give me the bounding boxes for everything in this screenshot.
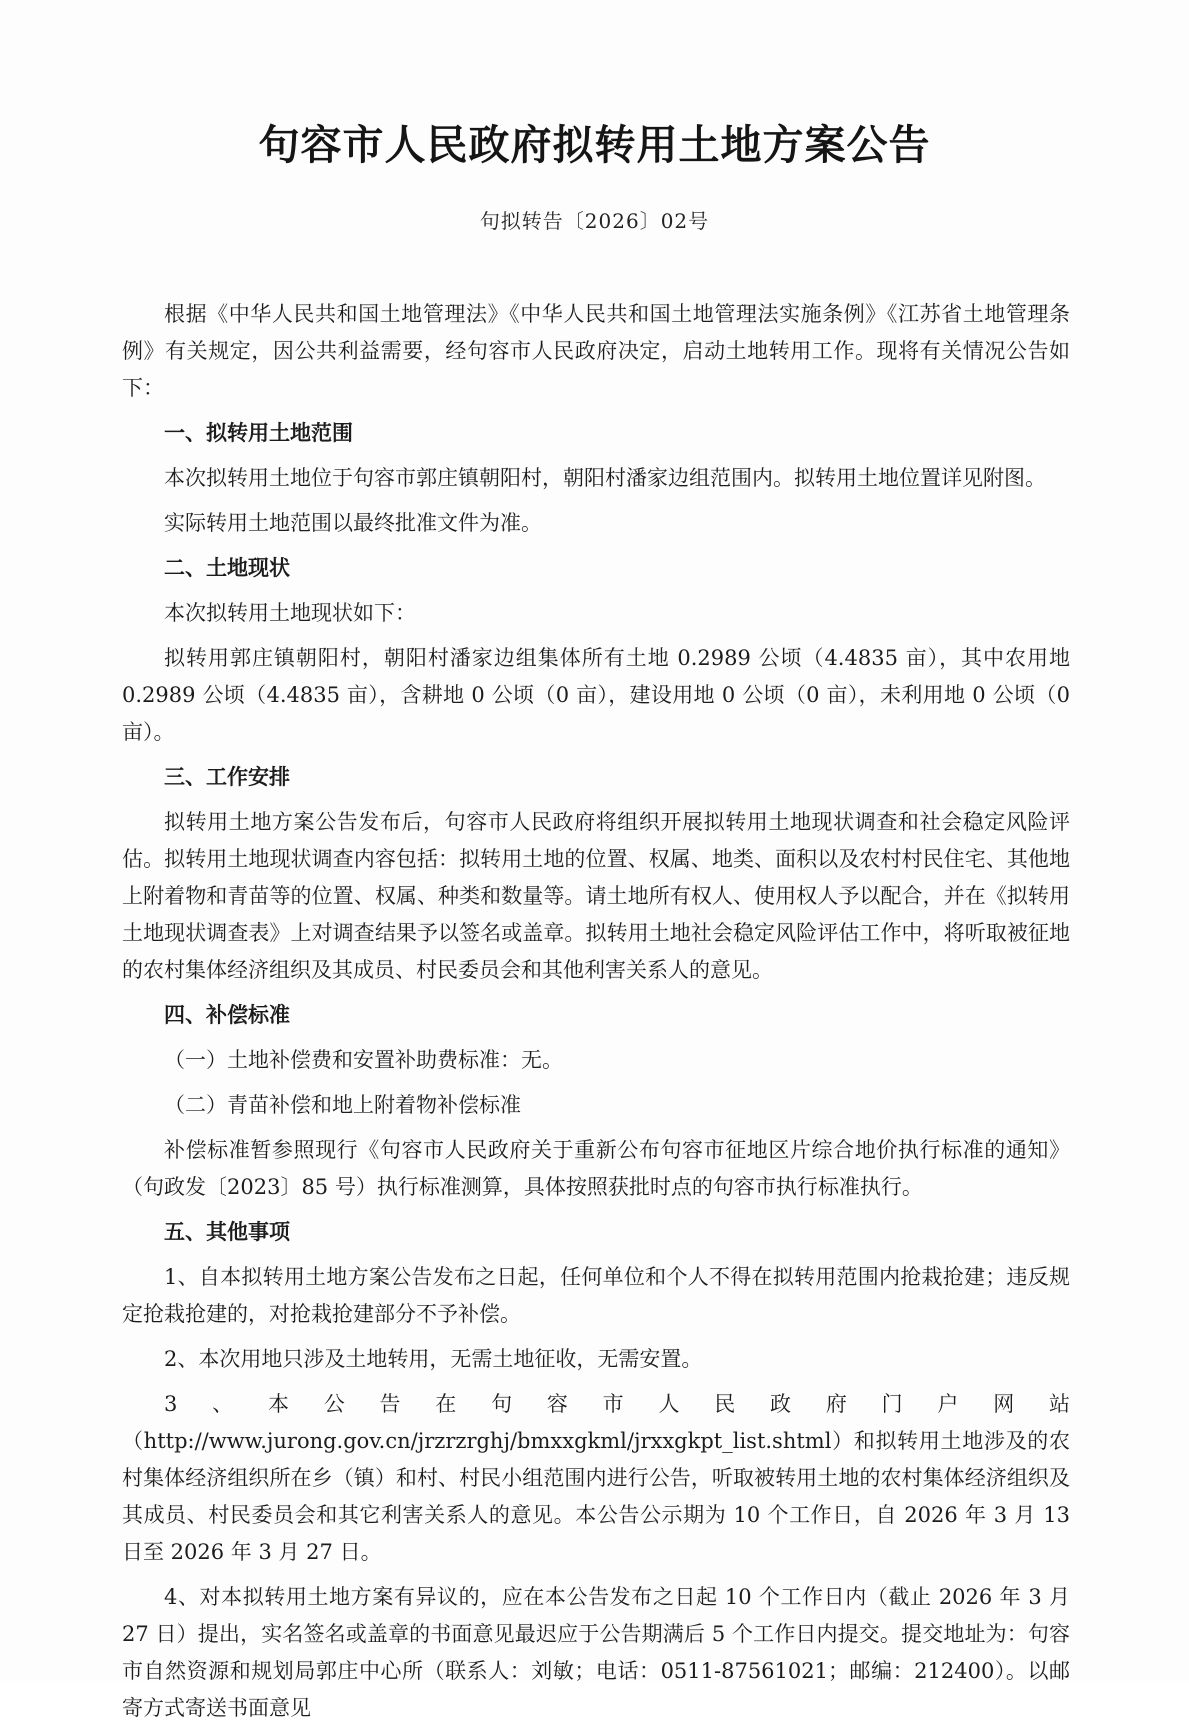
section-5-paragraph-1: 1、自本拟转用土地方案公告发布之日起，任何单位和个人不得在拟转用范围内抢栽抢建；违反规定抢栽抢建的，对抢栽抢建部分不予补偿。 (122, 1265, 1070, 1326)
document-number: 句拟转告〔2026〕02号 (479, 209, 710, 233)
section-heading-1: 一、拟转用土地范围 (164, 421, 353, 445)
section-4-paragraph-2: （二）青苗补偿和地上附着物补偿标准 (164, 1093, 521, 1117)
section-2-paragraph-1: 本次拟转用土地现状如下： (164, 601, 416, 625)
section-4-paragraph-1: （一）土地补偿费和安置补助费标准：无。 (164, 1048, 563, 1072)
section-heading-3: 三、工作安排 (164, 765, 290, 789)
section-2-paragraph-2: 拟转用郭庄镇朝阳村，朝阳村潘家边组集体所有土地 0.2989 公顷（4.4835 亩），其中农用地 0.2989 公顷（4.4835 亩），含耕地 0 公顷（0 亩），建设用地 0 公顷（0 亩），未利用地 0 公顷（0 亩）。 (122, 646, 1070, 744)
section-4-paragraph-3: 补偿标准暂参照现行《句容市人民政府关于重新公布句容市征地区片综合地价执行标准的通知》（句政发〔2023〕85 号）执行标准测算，具体按照获批时点的句容市执行标准执行。 (122, 1138, 1070, 1199)
section-heading-4: 四、补偿标准 (164, 1003, 290, 1027)
section-1-paragraph-2: 实际转用土地范围以最终批准文件为准。 (164, 511, 542, 535)
section-5-paragraph-3: 3、本公告在句容市人民政府门户网站（http://www.jurong.gov.cn/jrzrzrghj/bmxxgkml/jrxxgkpt_list.shtml）和拟转用土地涉及的农村集体经济组织所在乡（镇）和村、村民小组范围内进行公告，听取被转用土地的农村集体经济组织及其成员、村民委员会和其它利害关系人的意见。本公告公示期为 10 个工作日，自 2026 年 3 月 13 日至 2026 年 3 月 27 日。 (122, 1392, 1070, 1564)
section-heading-2: 二、土地现状 (164, 556, 290, 580)
intro-paragraph: 根据《中华人民共和国土地管理法》《中华人民共和国土地管理法实施条例》《江苏省土地管理条例》有关规定，因公共利益需要，经句容市人民政府决定，启动土地转用工作。现将有关情况公告如下： (122, 302, 1070, 400)
section-1-paragraph-1: 本次拟转用土地位于句容市郭庄镇朝阳村，朝阳村潘家边组范围内。拟转用土地位置详见附图。 (164, 466, 1046, 490)
document-body (122, 296, 1070, 1735)
section-3-paragraph-1: 拟转用土地方案公告发布后，句容市人民政府将组织开展拟转用土地现状调查和社会稳定风险评估。拟转用土地现状调查内容包括：拟转用土地的位置、权属、地类、面积以及农村村民住宅、其他地上附着物和青苗等的位置、权属、种类和数量等。请土地所有权人、使用权人予以配合，并在《拟转用土地现状调查表》上对调查结果予以签名或盖章。拟转用土地社会稳定风险评估工作中，将听取被征地的农村集体经济组织及其成员、村民委员会和其他利害关系人的意见。 (122, 810, 1070, 982)
section-5-paragraph-4: 4、对本拟转用土地方案有异议的，应在本公告发布之日起 10 个工作日内（截止 2026 年 3 月 27 日）提出，实名签名或盖章的书面意见最迟应于公告期满后 5 个工作日内提交。提交地址为：句容市自然资源和规划局郭庄中心所（联系人：刘敏；电话：0511-87561021；邮编：212400）。以邮寄方式寄送书面意见 (122, 1585, 1070, 1720)
document-title: 句容市人民政府拟转用土地方案公告 (258, 121, 931, 169)
section-heading-5: 五、其他事项 (164, 1220, 290, 1244)
section-5-paragraph-2: 2、本次用地只涉及土地转用，无需土地征收，无需安置。 (164, 1347, 703, 1371)
